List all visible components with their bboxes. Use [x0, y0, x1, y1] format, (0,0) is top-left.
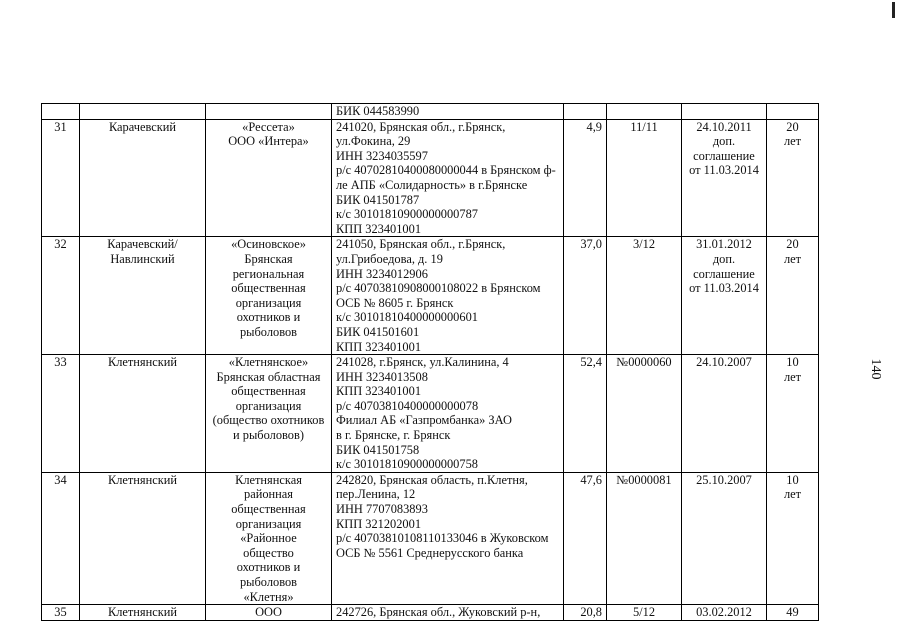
cell-requisites-line: к/с 30101810400000000601: [336, 310, 478, 325]
table-row: [42, 119, 819, 237]
cell-area: [564, 605, 607, 621]
page-number: 140: [868, 358, 883, 380]
cell-district: [80, 237, 206, 355]
cell-date: [682, 104, 767, 120]
cell-requisites-line: 242820, Брянская область, п.Клетня,: [336, 472, 528, 487]
cell-date-line: 31.01.2012: [696, 237, 752, 252]
cell-document-number: [607, 237, 682, 355]
cell-organization-line: общество: [243, 545, 294, 560]
cell-date-line: соглашение: [693, 148, 755, 163]
cell-document-number-value: 5/12: [632, 605, 656, 620]
table-row: [42, 605, 819, 621]
cell-term-line: 20: [786, 237, 799, 252]
cell-requisites-line: КПП 323401001: [336, 384, 422, 399]
cell-area-value: 37,0: [580, 237, 602, 252]
cell-organization-line: ООО «Интера»: [228, 134, 309, 149]
cell-date: [682, 472, 767, 604]
table-row: [42, 104, 819, 120]
table-row: [42, 472, 819, 604]
cell-requisites-line: ле АПБ «Солидарность» в г.Брянске: [336, 177, 528, 192]
cell-organization-line: рыболовов: [239, 575, 298, 589]
cell-requisites-line: в г. Брянске, г. Брянск: [336, 428, 451, 443]
cell-requisites-line: к/с 30101810900000000787: [336, 207, 478, 222]
cell-document-number-value: №0000060: [616, 355, 672, 370]
cell-requisites-line: БИК 044583990: [336, 104, 420, 118]
cell-district: [80, 355, 206, 473]
cell-area-value: 20,8: [580, 605, 602, 620]
cell-requisites-line: ИНН 7707083893: [336, 502, 428, 517]
cell-number-value: 33: [54, 355, 67, 370]
cell-district: [80, 104, 206, 120]
cell-date: [682, 605, 767, 621]
cell-requisites: [332, 355, 564, 473]
cell-document-number-value: 11/11: [630, 119, 658, 134]
table-body: [42, 104, 819, 621]
cell-term-line: 20: [786, 119, 799, 134]
cell-requisites-line: ул.Фокина, 29: [336, 134, 411, 149]
cell-requisites-line: р/с 40703810400000000078: [336, 398, 479, 413]
cell-district-line: Клетнянский: [107, 605, 178, 620]
cell-organization-line: охотников и: [236, 560, 301, 575]
cell-requisites-line: КПП 323401001: [336, 339, 422, 354]
cell-requisites-line: Филиал АБ «Газпромбанка» ЗАО: [336, 413, 512, 428]
cell-requisites-line: ИНН 3234012906: [336, 266, 428, 281]
cell-district: [80, 119, 206, 237]
cell-term: [767, 605, 819, 621]
cell-date: [682, 355, 767, 473]
cell-term-line: лет: [783, 369, 802, 384]
cell-district: [80, 605, 206, 621]
cell-number-value: 35: [54, 605, 67, 620]
cell-requisites-line: КПП 321202001: [336, 516, 422, 531]
cell-district-line: Карачевский/: [107, 237, 178, 252]
cell-requisites-line: ОСБ № 8605 г. Брянск: [336, 295, 454, 310]
cell-organization-line: «Рессета»: [242, 119, 295, 134]
cell-number: [42, 472, 80, 604]
cell-area: [564, 119, 607, 237]
table-row: [42, 355, 819, 473]
cell-date-line: 24.10.2007: [696, 355, 752, 370]
cell-requisites-line: КПП 323401001: [336, 221, 422, 236]
cell-document-number-value: 3/12: [632, 237, 656, 252]
cell-requisites: [332, 119, 564, 237]
cell-term: [767, 104, 819, 120]
cell-organization-line: организация: [235, 295, 302, 310]
cell-document-number: [607, 104, 682, 120]
cell-organization-line: организация: [235, 398, 302, 413]
cell-number: [42, 119, 80, 237]
cell-area: [564, 237, 607, 355]
cell-organization: [206, 237, 332, 355]
table-row: [42, 237, 819, 355]
cell-area-value: 47,6: [580, 472, 602, 487]
cell-number-value: 34: [54, 472, 67, 487]
cell-area-value: 4,9: [586, 119, 602, 134]
cell-term-line: лет: [783, 134, 802, 149]
cell-requisites: [332, 104, 564, 120]
cell-requisites-line: пер.Ленина, 12: [336, 487, 416, 502]
cell-term: [767, 472, 819, 604]
cell-district-line: Клетнянский: [107, 355, 178, 370]
cell-number: [42, 355, 80, 473]
cell-document-number: [607, 605, 682, 621]
cell-organization-line: «Осиновское»: [231, 237, 306, 252]
cell-organization-line: общественная: [231, 502, 306, 517]
cell-date-line: доп.: [712, 134, 736, 149]
cell-requisites-line: р/с 40703810908000108022 в Брянском: [336, 281, 541, 296]
cell-organization-line: рыболовов: [239, 324, 298, 339]
cell-term-line: лет: [783, 251, 802, 266]
cell-document-number-value: №0000081: [616, 472, 672, 487]
cell-organization: [206, 472, 332, 604]
cell-number-value: 32: [54, 237, 67, 252]
cell-requisites-line: р/с 40703810108110133046 в Жуковском: [336, 531, 549, 546]
cell-organization: [206, 605, 332, 621]
cell-organization-line: «Клетня»: [243, 589, 294, 604]
cell-area-value: 52,4: [580, 355, 602, 370]
cell-requisites-line: к/с 30101810900000000758: [336, 457, 478, 472]
cell-district-line: Навлинский: [110, 251, 175, 266]
cell-number: [42, 237, 80, 355]
cell-requisites-line: БИК 041501758: [336, 442, 420, 457]
cell-organization-line: ООО: [255, 605, 282, 620]
cell-area: [564, 472, 607, 604]
cell-requisites-line: 241050, Брянская обл., г.Брянск,: [336, 237, 506, 252]
cell-date-line: 24.10.2011: [696, 119, 752, 134]
cell-requisites: [332, 472, 564, 604]
cell-document-number: [607, 119, 682, 237]
cell-organization: [206, 104, 332, 120]
cell-organization-line: Клетнянская: [235, 472, 302, 487]
cell-date-line: 25.10.2007: [696, 472, 752, 487]
cell-area: [564, 355, 607, 473]
cell-requisites-line: БИК 041501601: [336, 324, 420, 339]
cell-organization-line: «Клетнянское»: [228, 355, 309, 370]
cell-organization-line: общественная: [231, 281, 306, 296]
cell-document-number: [607, 472, 682, 604]
cell-organization: [206, 355, 332, 473]
cell-term: [767, 355, 819, 473]
cell-requisites-line: ОСБ № 5561 Среднерусского банка: [336, 545, 524, 560]
cell-organization-line: «Районное: [240, 531, 297, 546]
cell-organization: [206, 119, 332, 237]
cell-requisites-line: ул.Грибоедова, д. 19: [336, 251, 443, 266]
cell-district-line: Клетнянский: [107, 472, 178, 487]
cell-date: [682, 119, 767, 237]
cell-term: [767, 119, 819, 237]
cell-date-line: от 11.03.2014: [689, 281, 759, 296]
cell-requisites-line: 241028, г.Брянск, ул.Калинина, 4: [336, 355, 509, 370]
cell-number: [42, 605, 80, 621]
cell-requisites-line: 242726, Брянская обл., Жуковский р-н,: [336, 605, 541, 620]
cell-date-line: от 11.03.2014: [689, 163, 759, 178]
cell-number: [42, 104, 80, 120]
scan-edge-mark: [892, 2, 895, 18]
cell-term-line: 49: [786, 605, 799, 620]
cell-organization-line: районная: [244, 487, 293, 502]
cell-term-line: 10: [786, 355, 799, 370]
hunting-grounds-table: [41, 103, 819, 621]
cell-number-value: 31: [54, 119, 67, 134]
cell-term-line: лет: [783, 487, 802, 502]
cell-requisites: [332, 237, 564, 355]
cell-term-line: 10: [786, 472, 799, 487]
cell-area: [564, 104, 607, 120]
cell-requisites-line: ИНН 3234035597: [336, 148, 428, 163]
cell-organization-line: (общество охотников: [212, 413, 325, 428]
cell-requisites-line: ИНН 3234013508: [336, 369, 428, 384]
cell-organization-line: Брянская областная: [216, 369, 321, 384]
cell-date-line: 03.02.2012: [696, 605, 752, 620]
cell-district: [80, 472, 206, 604]
cell-date-line: доп.: [712, 251, 736, 266]
cell-organization-line: охотников и: [236, 310, 301, 325]
cell-document-number: [607, 355, 682, 473]
cell-term: [767, 237, 819, 355]
cell-organization-line: организация: [235, 516, 302, 531]
cell-organization-line: Брянская: [244, 251, 293, 266]
cell-date: [682, 237, 767, 355]
cell-organization-line: общественная: [231, 384, 306, 399]
cell-organization-line: региональная: [232, 266, 305, 281]
cell-district-line: Карачевский: [108, 119, 177, 134]
cell-organization-line: и рыболовов): [233, 428, 304, 443]
cell-date-line: соглашение: [693, 266, 755, 281]
cell-requisites-line: БИК 041501787: [336, 192, 420, 207]
cell-requisites-line: 241020, Брянская обл., г.Брянск,: [336, 119, 506, 134]
cell-requisites-line: р/с 40702810400080000044 в Брянском ф-: [336, 163, 556, 178]
cell-requisites: [332, 605, 564, 621]
